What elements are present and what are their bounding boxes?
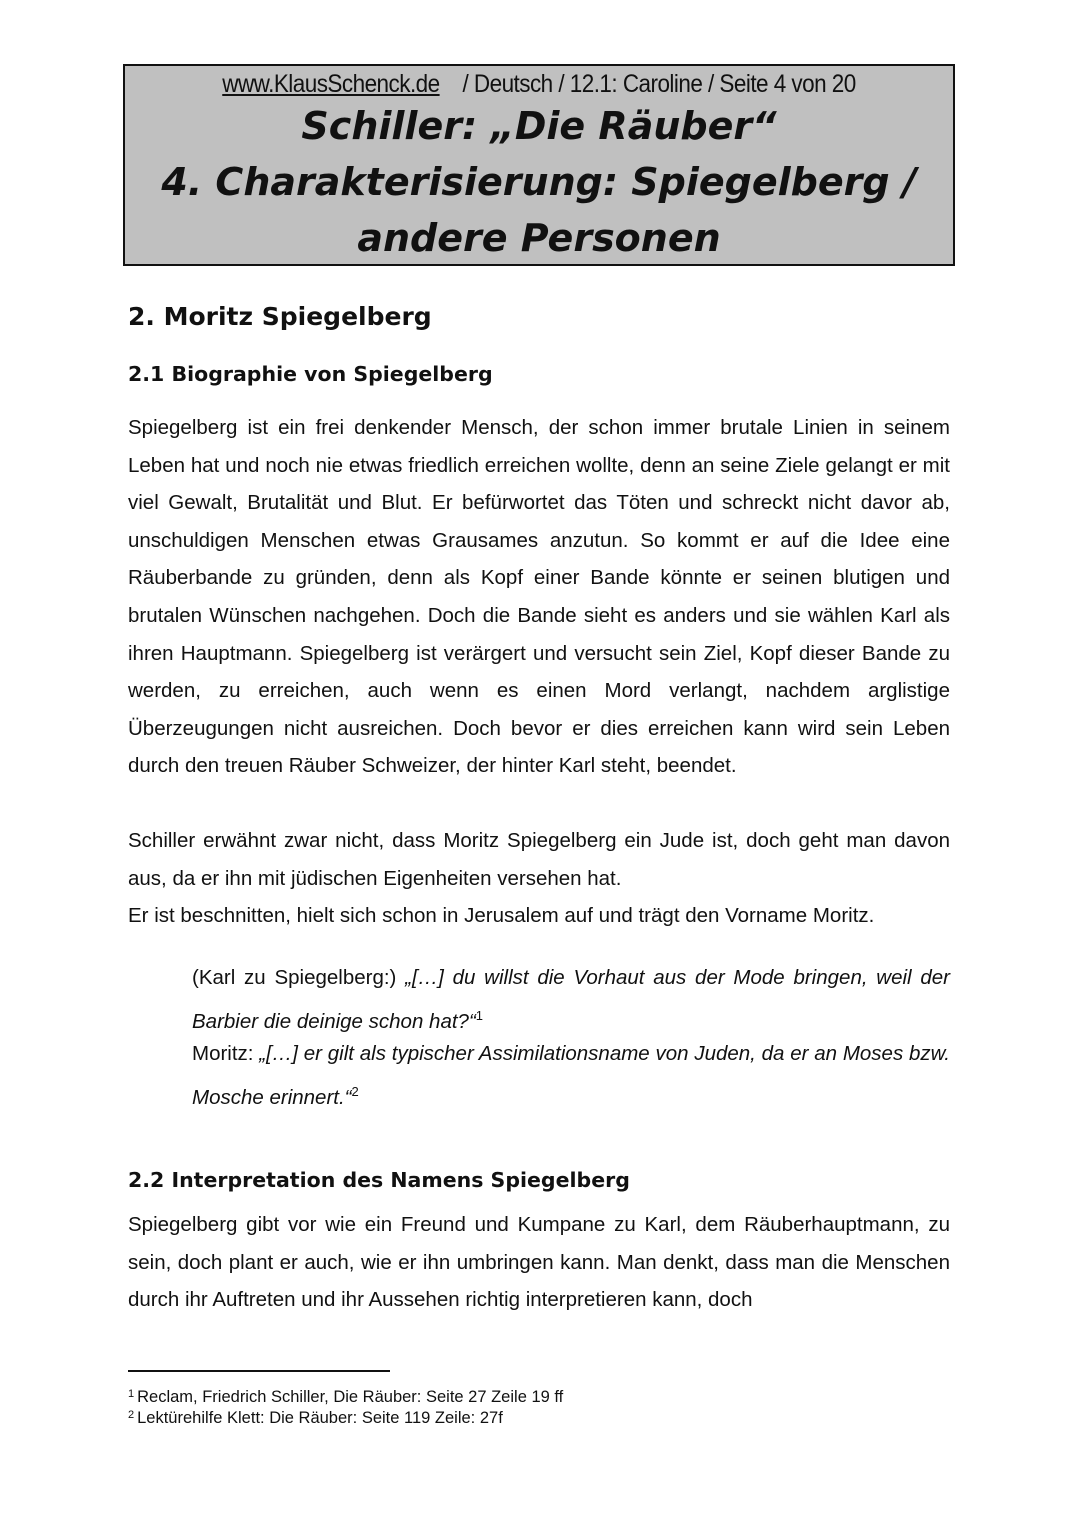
- title-line-3: andere Personen: [357, 216, 721, 260]
- footnote-1: [128, 1384, 563, 1407]
- footnote-ref-2[interactable]: 2: [351, 1083, 359, 1099]
- footnote-1-number: 1: [128, 1388, 135, 1400]
- paragraph-traits: Er ist beschnitten, hielt sich schon in Jerusalem auf und trägt den Vorname Moritz.: [128, 904, 875, 927]
- quote-karl-prefix: (Karl zu Spiegelberg:): [192, 966, 406, 989]
- title-line-2: 4. Charakterisierung: Spiegelberg /: [161, 160, 917, 204]
- quote-moritz-text: „[…] er gilt als typischer Assimilationsname von Juden, da er an Moses bzw. Mosche erinnert.“: [192, 1042, 950, 1109]
- footnote-ref-1[interactable]: 1: [475, 1007, 484, 1023]
- paragraph-jewish: Schiller erwähnt zwar nicht, dass Moritz Spiegelberg ein Jude ist, doch geht man davon aus, da er ihn mit jüdischen Eigenheiten versehen hat.: [128, 829, 950, 890]
- breadcrumb: / Deutsch / 12.1: Caroline / Seite 4 von 20: [462, 70, 856, 98]
- footnote-divider: [128, 1370, 390, 1372]
- quote-karl: [192, 959, 950, 1040]
- paragraph-biography: Spiegelberg ist ein frei denkender Mensch, der schon immer brutale Linien in seinem Leben hat und noch nie etwas friedlich erreichen wollte, denn an seine Ziele gelangt er mit viel Gewalt, Brutalität und Blut. Er befürwortet das Töten und schreckt nicht davor ab, unschuldigen Menschen etwas Grausames anzutun. So kommt er auf die Idee eine Räuberbande zu gründen, denn als Kopf einer Bande könnte er seinen blutigen und brutalen Wünschen nachgehen. Doch die Bande sieht es anders und sie wählen Karl als ihren Hauptmann. Spiegelberg ist verärgert und versucht sein Ziel, Kopf dieser Bande zu werden, zu erreichen, auch wenn es einen Mord verlangt, nachdem arglistige Überzeugungen nicht ausreichen. Doch bevor er dies erreichen kann wird sein Leben durch den treuen Räuber Schweizer, der hinter Karl steht, beendet.: [128, 416, 950, 778]
- quote-moritz: [192, 1035, 950, 1116]
- title-line-1: Schiller: „Die Räuber“: [301, 104, 777, 148]
- subheading-biography: 2.1 Biographie von Spiegelberg: [128, 362, 493, 386]
- paragraph-interpretation: Spiegelberg gibt vor wie ein Freund und Kumpane zu Karl, dem Räuberhauptmann, zu sein, doch plant er auch, wie er ihn umbringen kann. Man denkt, dass man die Menschen durch ihr Auftreten und ihr Aussehen richtig interpretieren kann, doch: [128, 1213, 950, 1312]
- subheading-interpretation: 2.2 Interpretation des Namens Spiegelberg: [128, 1168, 630, 1192]
- footnote-1-text: Reclam, Friedrich Schiller, Die Räuber: Seite 27 Zeile 19 ff: [137, 1388, 564, 1406]
- footnote-2-number: 2: [128, 1409, 135, 1421]
- header-box: [123, 64, 955, 266]
- quote-moritz-prefix: Moritz:: [192, 1042, 260, 1065]
- footnote-2: [128, 1405, 503, 1428]
- quote-karl-text: „[…] du willst die Vorhaut aus der Mode bringen, weil der Barbier die deinige schon hat?“: [192, 966, 950, 1033]
- footnote-2-text: Lektürehilfe Klett: Die Räuber: Seite 119 Zeile: 27f: [137, 1409, 503, 1427]
- site-link[interactable]: www.KlausSchenck.de: [222, 70, 440, 98]
- header-line: [166, 70, 911, 99]
- section-heading: 2. Moritz Spiegelberg: [128, 302, 432, 331]
